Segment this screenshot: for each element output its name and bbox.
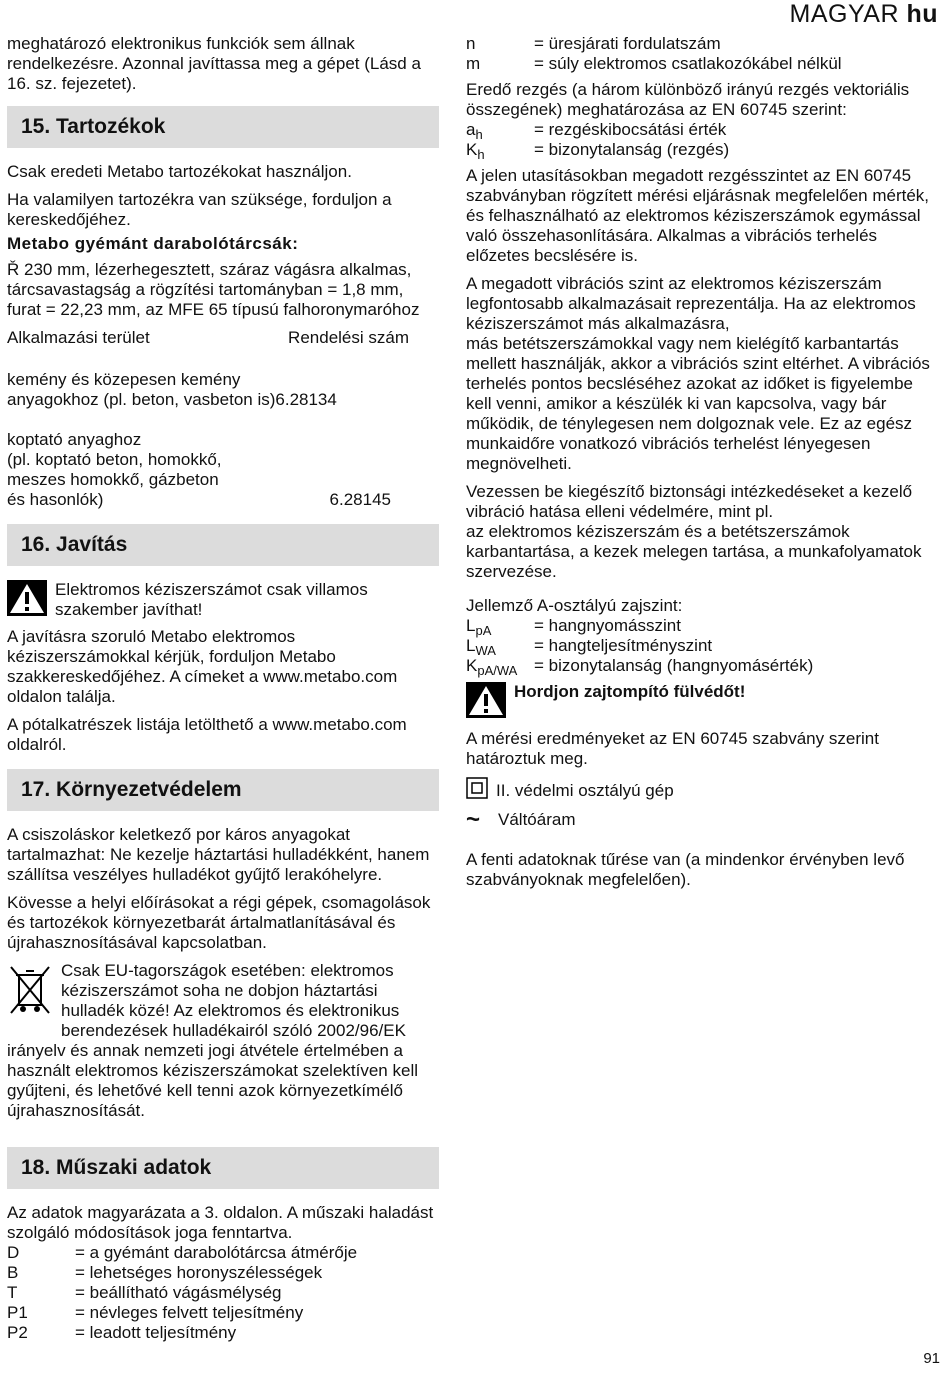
def-row: [7, 1243, 357, 1263]
def-row: [7, 1263, 357, 1283]
noise-intro: Jellemző A-osztályú zajszint:: [466, 596, 683, 615]
vibration-intro: Eredő rezgés (a három különböző irányú rezgés vektoriális összegének) meghatározása az EN 60745 szerint:: [466, 80, 910, 119]
def-value: = beállítható vágásmélység: [75, 1283, 282, 1302]
s17-weee-block: [7, 961, 439, 1121]
def-key: [466, 656, 534, 676]
def-row: [466, 120, 729, 140]
s17-p2: Kövesse a helyi előírásokat a régi gépek, csomagolások és tartozékok környezetbarát ártalmatlanításával és újrahasznosításával kapcsolatban.: [7, 893, 431, 952]
symbol-subscript: h: [475, 127, 483, 142]
item2-last-row: [7, 490, 391, 510]
page-number: 91: [923, 1350, 940, 1367]
def-row: [466, 616, 813, 636]
def-value: = bizonytalanság (hangnyomásérték): [534, 656, 814, 675]
item2-order-number: 6.28145: [329, 490, 391, 509]
class2-row: [466, 777, 936, 804]
def-key: n: [466, 34, 476, 53]
double-insulation-icon: [466, 777, 488, 804]
right-p4: A mérési eredményeket az EN 60745 szabvány szerint határoztuk meg.: [466, 729, 879, 768]
def-value: = leadott teljesítmény: [75, 1323, 237, 1342]
right-p1: A jelen utasításokban megadott rezgésszintet az EN 60745 szabványban rögzített mérési eljárásnak megfelelően mérték, és felhasználható az elektromos kéziszerszámok egymással való összehasonlítására. Alkalmas a vibrációs terhelés előzetes becslésére is.: [466, 166, 930, 265]
section-16-title: 16. Javítás: [7, 524, 439, 566]
language-code: hu: [906, 0, 938, 28]
s15-desc: Ř 230 mm, lézerhegesztett, száraz vágásra alkalmas, tárcsavastagság a rögzítési tartományban = 1,8 mm, furat = 22,23 mm, az MFE 65 típusú falhoronymaróhoz: [7, 260, 420, 319]
language-label: MAGYAR: [789, 0, 899, 28]
right-top-definitions: [466, 34, 842, 74]
noise-definitions: [466, 616, 813, 676]
def-row: [466, 636, 813, 656]
right-p3: Vezessen be kiegészítő biztonsági intézkedéseket a kezelő vibráció hatása elleni védelmére, mint pl. az elektromos kéziszerszám és a betétszerszámok karbantartása, a kezek melegen tartása, a munkafolyamatok szervezése.: [466, 482, 922, 581]
right-column: [466, 34, 936, 898]
def-row: [466, 140, 729, 160]
def-row: [7, 1283, 357, 1303]
def-value: = súly elektromos csatlakozókábel nélkül: [534, 54, 842, 73]
def-value: = lehetséges horonyszélességek: [75, 1263, 323, 1282]
def-row: [7, 1323, 357, 1343]
right-p5: A fenti adatoknak tűrése van (a mindenkor érvényben levő szabványoknak megfelelően).: [466, 850, 905, 889]
def-key: T: [7, 1283, 18, 1302]
def-key: P2: [7, 1323, 28, 1342]
def-key: D: [7, 1243, 20, 1262]
section-17-title: 17. Környezetvédelem: [7, 769, 439, 811]
item2-line2: (pl. koptató beton, homokkő,: [7, 450, 222, 469]
symbol: a: [466, 120, 476, 139]
symbol-subscript: pA: [475, 623, 492, 638]
alternating-current-icon: ~: [466, 806, 481, 833]
def-row: [466, 656, 813, 676]
def-value: = a gyémánt darabolótárcsa átmérője: [75, 1243, 358, 1262]
s17-weee-text: Csak EU-tagországok esetében: elektromos kéziszerszámot soha ne dobjon háztartási hulladék közé! Az elektromos és elektronikus berendezések hulladékairól szóló 2002/96/EK irányelv és annak nemzeti jogi átvétele értelmében a használt elektromos kéziszerszámokat szelektíven kell gyűjteni, és lehetővé kell tenni azok környezetkímélő újrahasznosítását.: [7, 961, 418, 1120]
ac-row: [466, 806, 936, 833]
def-row: [7, 1303, 357, 1323]
def-value: = hangnyomásszint: [534, 616, 681, 635]
ear-protection-text: Hordjon zajtompító fülvédőt!: [514, 682, 746, 701]
page-header: [790, 0, 939, 28]
warning-triangle-icon: [7, 580, 47, 621]
item2-line3: meszes homokkő, gázbeton: [7, 470, 219, 489]
symbol: L: [466, 636, 476, 655]
s16-p2: A pótalkatrészek listája letölthető a www.metabo.com oldalról.: [7, 715, 407, 754]
def-key: [466, 140, 534, 160]
s18-definitions: [7, 1243, 357, 1343]
symbol: K: [466, 140, 478, 159]
def-key: [466, 636, 534, 656]
def-value: = névleges felvett teljesítmény: [75, 1303, 304, 1322]
s18-p1: Az adatok magyarázata a 3. oldalon. A műszaki haladást szolgáló módosítások joga fenntartva.: [7, 1203, 434, 1242]
def-key: P1: [7, 1303, 28, 1322]
left-column: [7, 34, 439, 1349]
col-order-label: Rendelési szám: [288, 328, 409, 347]
ear-protection-warning: [466, 682, 936, 723]
symbol-subscript: WA: [475, 643, 496, 658]
def-value: = rezgéskibocsátási érték: [534, 120, 727, 139]
s16-p1: A javításra szoruló Metabo elektromos kéziszerszámokkal kérjük, forduljon Metabo szakkereskedőjéhez. A címeket a www.metabo.com oldalon találja.: [7, 627, 398, 706]
item1-line2: anyagokhoz (pl. beton, vasbeton is)6.28134: [7, 390, 337, 409]
section-18-title: 18. Műszaki adatok: [7, 1147, 439, 1189]
col-area-label: Alkalmazási terület: [7, 328, 150, 347]
def-key: [466, 120, 534, 140]
def-key: B: [7, 1263, 19, 1282]
vibration-definitions: [466, 120, 729, 160]
def-value: = bizonytalanság (rezgés): [534, 140, 730, 159]
s15-subtitle: Metabo gyémánt darabolótárcsák:: [7, 234, 299, 253]
def-value: = üresjárati fordulatszám: [534, 34, 721, 53]
s16-warning: [7, 580, 439, 621]
def-key: m: [466, 54, 481, 73]
symbol-subscript: pA/WA: [477, 663, 518, 678]
def-row: [466, 34, 842, 54]
item1-line1: kemény és közepesen kemény: [7, 370, 241, 389]
s15-item2: [7, 430, 439, 510]
s15-table-header: [7, 328, 409, 348]
s15-item1: [7, 370, 439, 410]
def-row: [466, 54, 842, 74]
intro-text: meghatározó elektronikus funkciók sem állnak rendelkezésre. Azonnal javíttassa meg a gépet (Lásd a 16. sz. fejezetet).: [7, 34, 421, 93]
right-p2: A megadott vibrációs szint az elektromos kéziszerszám legfontosabb alkalmazásait reprezentálja. Ha az elektromos kéziszerszámot más alkalmazásra, más betétszerszámokkal vagy nem kielégítő karbantartás mellett használják, akkor a vibrációs szint eltérhet. A vibrációs terhelés pontos becsléséhez azokat az időket is figyelembe kell venni, amikor a készülék ki van kapcsolva, vagy bár működik, de ténylegesen nem dolgoznak vele. Ez az egész munkaidőre vonatkozó vibrációs terhelést lényegesen megnövelheti.: [466, 274, 930, 473]
warning-triangle-icon: [466, 682, 506, 723]
symbol: L: [466, 616, 476, 635]
def-key: [466, 616, 534, 636]
symbol-subscript: h: [477, 147, 485, 162]
s15-p2: Ha valamilyen tartozékra van szüksége, forduljon a kereskedőjéhez.: [7, 190, 392, 229]
s17-p1: A csiszoláskor keletkező por káros anyagokat tartalmazhat: Ne kezelje háztartási hulladékként, hanem szállítsa veszélyes hulladékot gyűjtő lerakóhelyre.: [7, 825, 430, 884]
crossed-bin-icon: [7, 963, 53, 1022]
item2-line4: és hasonlók): [7, 490, 104, 509]
def-value: = hangteljesítményszint: [534, 636, 713, 655]
class2-text: II. védelmi osztályú gép: [496, 780, 674, 800]
symbol: K: [466, 656, 478, 675]
section-15-title: 15. Tartozékok: [7, 106, 439, 148]
s15-p1: Csak eredeti Metabo tartozékokat használjon.: [7, 162, 352, 181]
s16-warning-text: Elektromos kéziszerszámot csak villamos szakember javíthat!: [55, 580, 368, 619]
item2-line1: koptató anyaghoz: [7, 430, 142, 449]
ac-text: Váltóáram: [498, 810, 576, 829]
